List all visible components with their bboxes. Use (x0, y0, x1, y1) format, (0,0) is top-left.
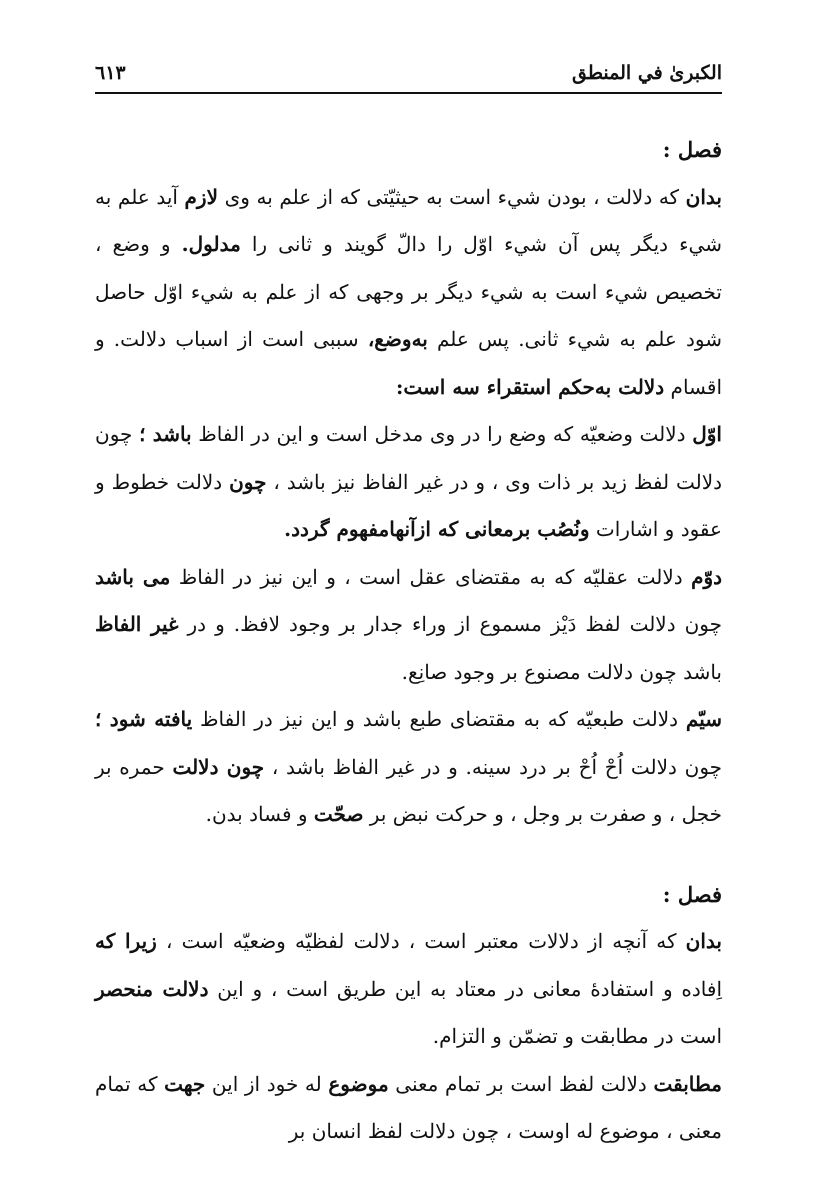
bold-phrase: لازم (184, 184, 218, 209)
text-run: له خود از اين (205, 1071, 329, 1096)
bold-phrase: باشد ؛ (139, 422, 192, 446)
bold-phrase: دلالت به‌حكم استقراء سه است: (396, 374, 665, 399)
bold-phrase: مى باشد (95, 564, 171, 589)
bold-phrase: اوّل (692, 422, 722, 446)
page-body (95, 126, 722, 1156)
text-run: دلالت وضعيّه كه وضع را در وى مدخل است و اين در الفاظ (191, 422, 693, 446)
bold-phrase: دلالت منحصر (95, 976, 209, 1001)
section-gap (95, 839, 722, 871)
section-heading: فصل : (662, 137, 722, 162)
text-run: آيد علم به شيء ديگر پس آن شيء اوّل را دالّ گويند و ثانى را (95, 184, 722, 256)
bold-phrase: بدان (685, 929, 722, 953)
bold-phrase: يافته شود ؛ (95, 707, 193, 731)
bold-phrase: دوّم (691, 564, 723, 589)
paragraph (95, 918, 722, 1061)
text-run: دلالت طبعيّه كه به مقتضاى طبع باشد و اين نيز در الفاظ (192, 707, 686, 731)
bold-phrase: صحّت (313, 802, 364, 826)
bold-phrase: چون دلالت (172, 754, 265, 779)
paragraph (95, 411, 722, 554)
bold-phrase: موضوع (328, 1071, 389, 1096)
text-run: كه تمام معنى ، موضوع له اوست ، چون دلالت لفظ انسان بر (95, 1071, 722, 1143)
text-run: دلالت لفظ است بر تمام معنى (388, 1071, 654, 1096)
running-header (95, 58, 722, 94)
text-run: كه دلالت ، بودن شيء است به حيثيّتى كه از علم به وى (218, 184, 686, 209)
text-run: و وضع ، تخصيص شيء است به شيء ديگر بر وجهى كه از علم به شيء اوّل حاصل شود علم به شيء ثانى. پس علم (95, 232, 722, 351)
text-run: اِفاده و استفادهٔ معانى در معتاد به اين طريق است ، و اين (208, 976, 723, 1001)
bold-phrase: سيّم (685, 707, 722, 731)
text-run: كه آنچه از دلالات معتبر است ، دلالت لفظيّه وضعيّه است ، (156, 929, 686, 953)
text-run: چون دلالت لفظ زيد بر ذات وى ، و در غير الفاظ نيز باشد ، (95, 422, 723, 494)
text-run: است در مطابقت و تضمّن و التزام. (432, 1024, 722, 1048)
book-title: الكبرىٰ في المنطق (571, 62, 722, 84)
bold-phrase: مطابقت (653, 1071, 722, 1096)
bold-phrase: ونُصُب برمعانى كه ازآنهامفهوم گردد. (284, 517, 590, 541)
paragraph (95, 696, 722, 839)
text-run: چون دلالت لفظ دَيْز مسموع از وراء جدار بر وجود لافظ. و در (178, 612, 722, 636)
bold-phrase: مدلول. (181, 232, 241, 256)
text-run: دلالت خطوط و عقود و اشارات (95, 469, 722, 541)
bold-phrase: به‌وضع، (367, 327, 428, 351)
text-run: دلالت عقليّه كه به مقتضاى عقل است ، و اين نيز در الفاظ (170, 564, 692, 589)
bold-phrase: زيرا كه (95, 929, 157, 953)
text-run: چون دلالت اُحْ اُحْ بر درد سينه. و در غير الفاظ باشد ، (264, 754, 723, 779)
bold-phrase: بدان (685, 184, 722, 209)
text-run: حمره بر خجل ، و صفرت بر وجل ، و حركت نبض بر (95, 754, 722, 826)
paragraph (95, 1061, 722, 1156)
bold-phrase: چون (229, 469, 267, 494)
bold-phrase: جهت (164, 1071, 206, 1096)
text-run: باشد چون دلالت مصنوع بر وجود صانِع. (401, 659, 722, 684)
paragraph (95, 554, 722, 697)
section-heading: فصل : (662, 881, 722, 907)
text-run: سببى است از اسباب دلالت. و اقسام (95, 327, 722, 399)
page-number: ٦١٣ (95, 62, 126, 84)
text-run: و فساد بدن. (205, 802, 314, 826)
paragraph (95, 174, 722, 412)
bold-phrase: غير الفاظ (95, 612, 179, 636)
